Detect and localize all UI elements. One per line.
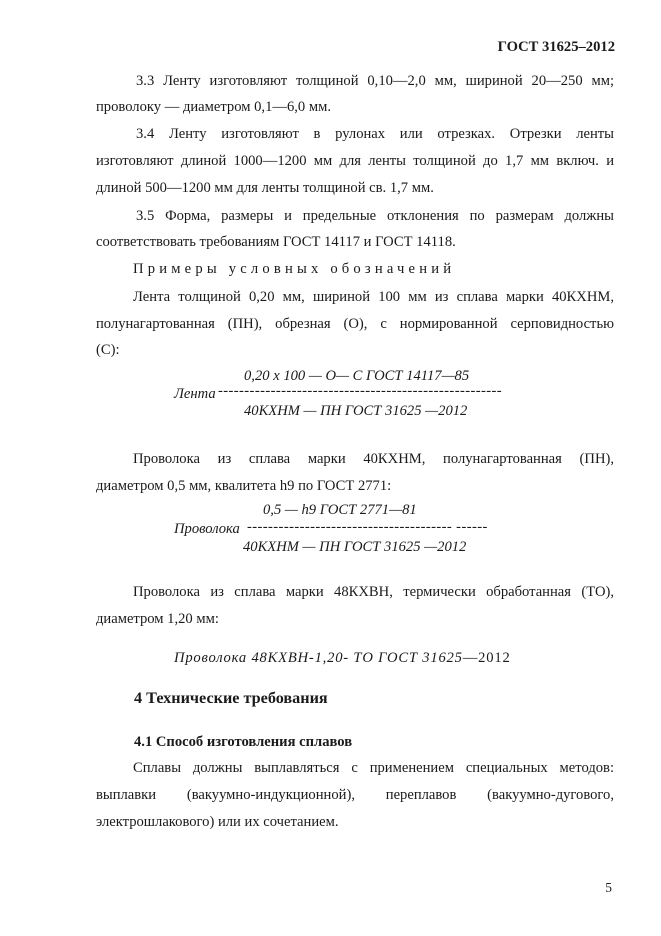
section-4-1-line-3: электрошлакового) или их сочетанием. [96, 814, 339, 830]
example-2-line-1: Проволока из сплава марки 40КХНМ, полунагартованная (ПН), [133, 451, 614, 467]
section-4-1-heading: 4.1 Способ изготовления сплавов [134, 734, 353, 750]
example-1-line-2: полунагартованная (ПН), обрезная (О), с нормированной серповидностью [96, 316, 614, 332]
example-3-line-1: Проволока из сплава марки 48КХВН, термически обработанная (ТО), [133, 584, 614, 600]
example-1-line-3: (С): [96, 342, 120, 358]
section-4-1-line-2: выплавки (вакуумно-индукционной), переплавов (вакуумно-дугового, [96, 787, 614, 803]
paragraph-3-4-line-3: длиной 500—1200 мм для ленты толщиной св. 1,7 мм. [96, 180, 434, 196]
paragraph-3-4-line-2: изготовляют длиной 1000—1200 мм для ленты толщиной до 1,7 мм включ. и [96, 153, 614, 169]
example-2-formula-label: Проволока [174, 521, 240, 537]
document-header: ГОСТ 31625–2012 [497, 39, 615, 55]
example-1-fraction-line: ------------------------------------------------------ [218, 383, 503, 399]
paragraph-3-4-line-1: 3.4 Ленту изготовляют в рулонах или отрезках. Отрезки ленты [136, 126, 614, 142]
example-1-formula-label: Лента [174, 386, 216, 402]
page-number: 5 [605, 880, 612, 895]
example-1-formula-top: 0,20 х 100 — О— С ГОСТ 14117—85 [244, 368, 470, 384]
example-1-formula-bottom: 40КХНМ — ПН ГОСТ 31625 —2012 [244, 403, 468, 419]
examples-heading: Примеры условных обозначений [133, 261, 456, 277]
example-3-formula-text: Проволока 48КХВН-1,20- ТО ГОСТ 31625 [174, 650, 463, 666]
example-3-formula-year: —2012 [462, 650, 511, 666]
paragraph-3-3-line-1: 3.3 Ленту изготовляют толщиной 0,10—2,0 мм, шириной 20—250 мм; [136, 73, 614, 89]
example-1-line-1: Лента толщиной 0,20 мм, шириной 100 мм из сплава марки 40КХНМ, [133, 289, 614, 305]
example-2-fraction-line: --------------------------------------- ------ [247, 519, 488, 535]
paragraph-3-5-line-2: соответствовать требованиям ГОСТ 14117 и ГОСТ 14118. [96, 234, 456, 250]
example-2-line-2: диаметром 0,5 мм, квалитета h9 по ГОСТ 2771: [96, 478, 392, 494]
example-3-line-2: диаметром 1,20 мм: [96, 611, 219, 627]
example-2-formula-top: 0,5 — h9 ГОСТ 2771—81 [263, 502, 417, 518]
paragraph-3-3-line-2: проволоку — диаметром 0,1—6,0 мм. [96, 99, 331, 115]
example-3-formula [174, 650, 511, 667]
section-4-1-line-1: Сплавы должны выплавляться с применением специальных методов: [133, 760, 614, 776]
paragraph-3-5-line-1: 3.5 Форма, размеры и предельные отклонения по размерам должны [136, 208, 614, 224]
section-4-heading: 4 Технические требования [134, 689, 328, 707]
example-2-formula-bottom: 40КХНМ — ПН ГОСТ 31625 —2012 [243, 539, 467, 555]
